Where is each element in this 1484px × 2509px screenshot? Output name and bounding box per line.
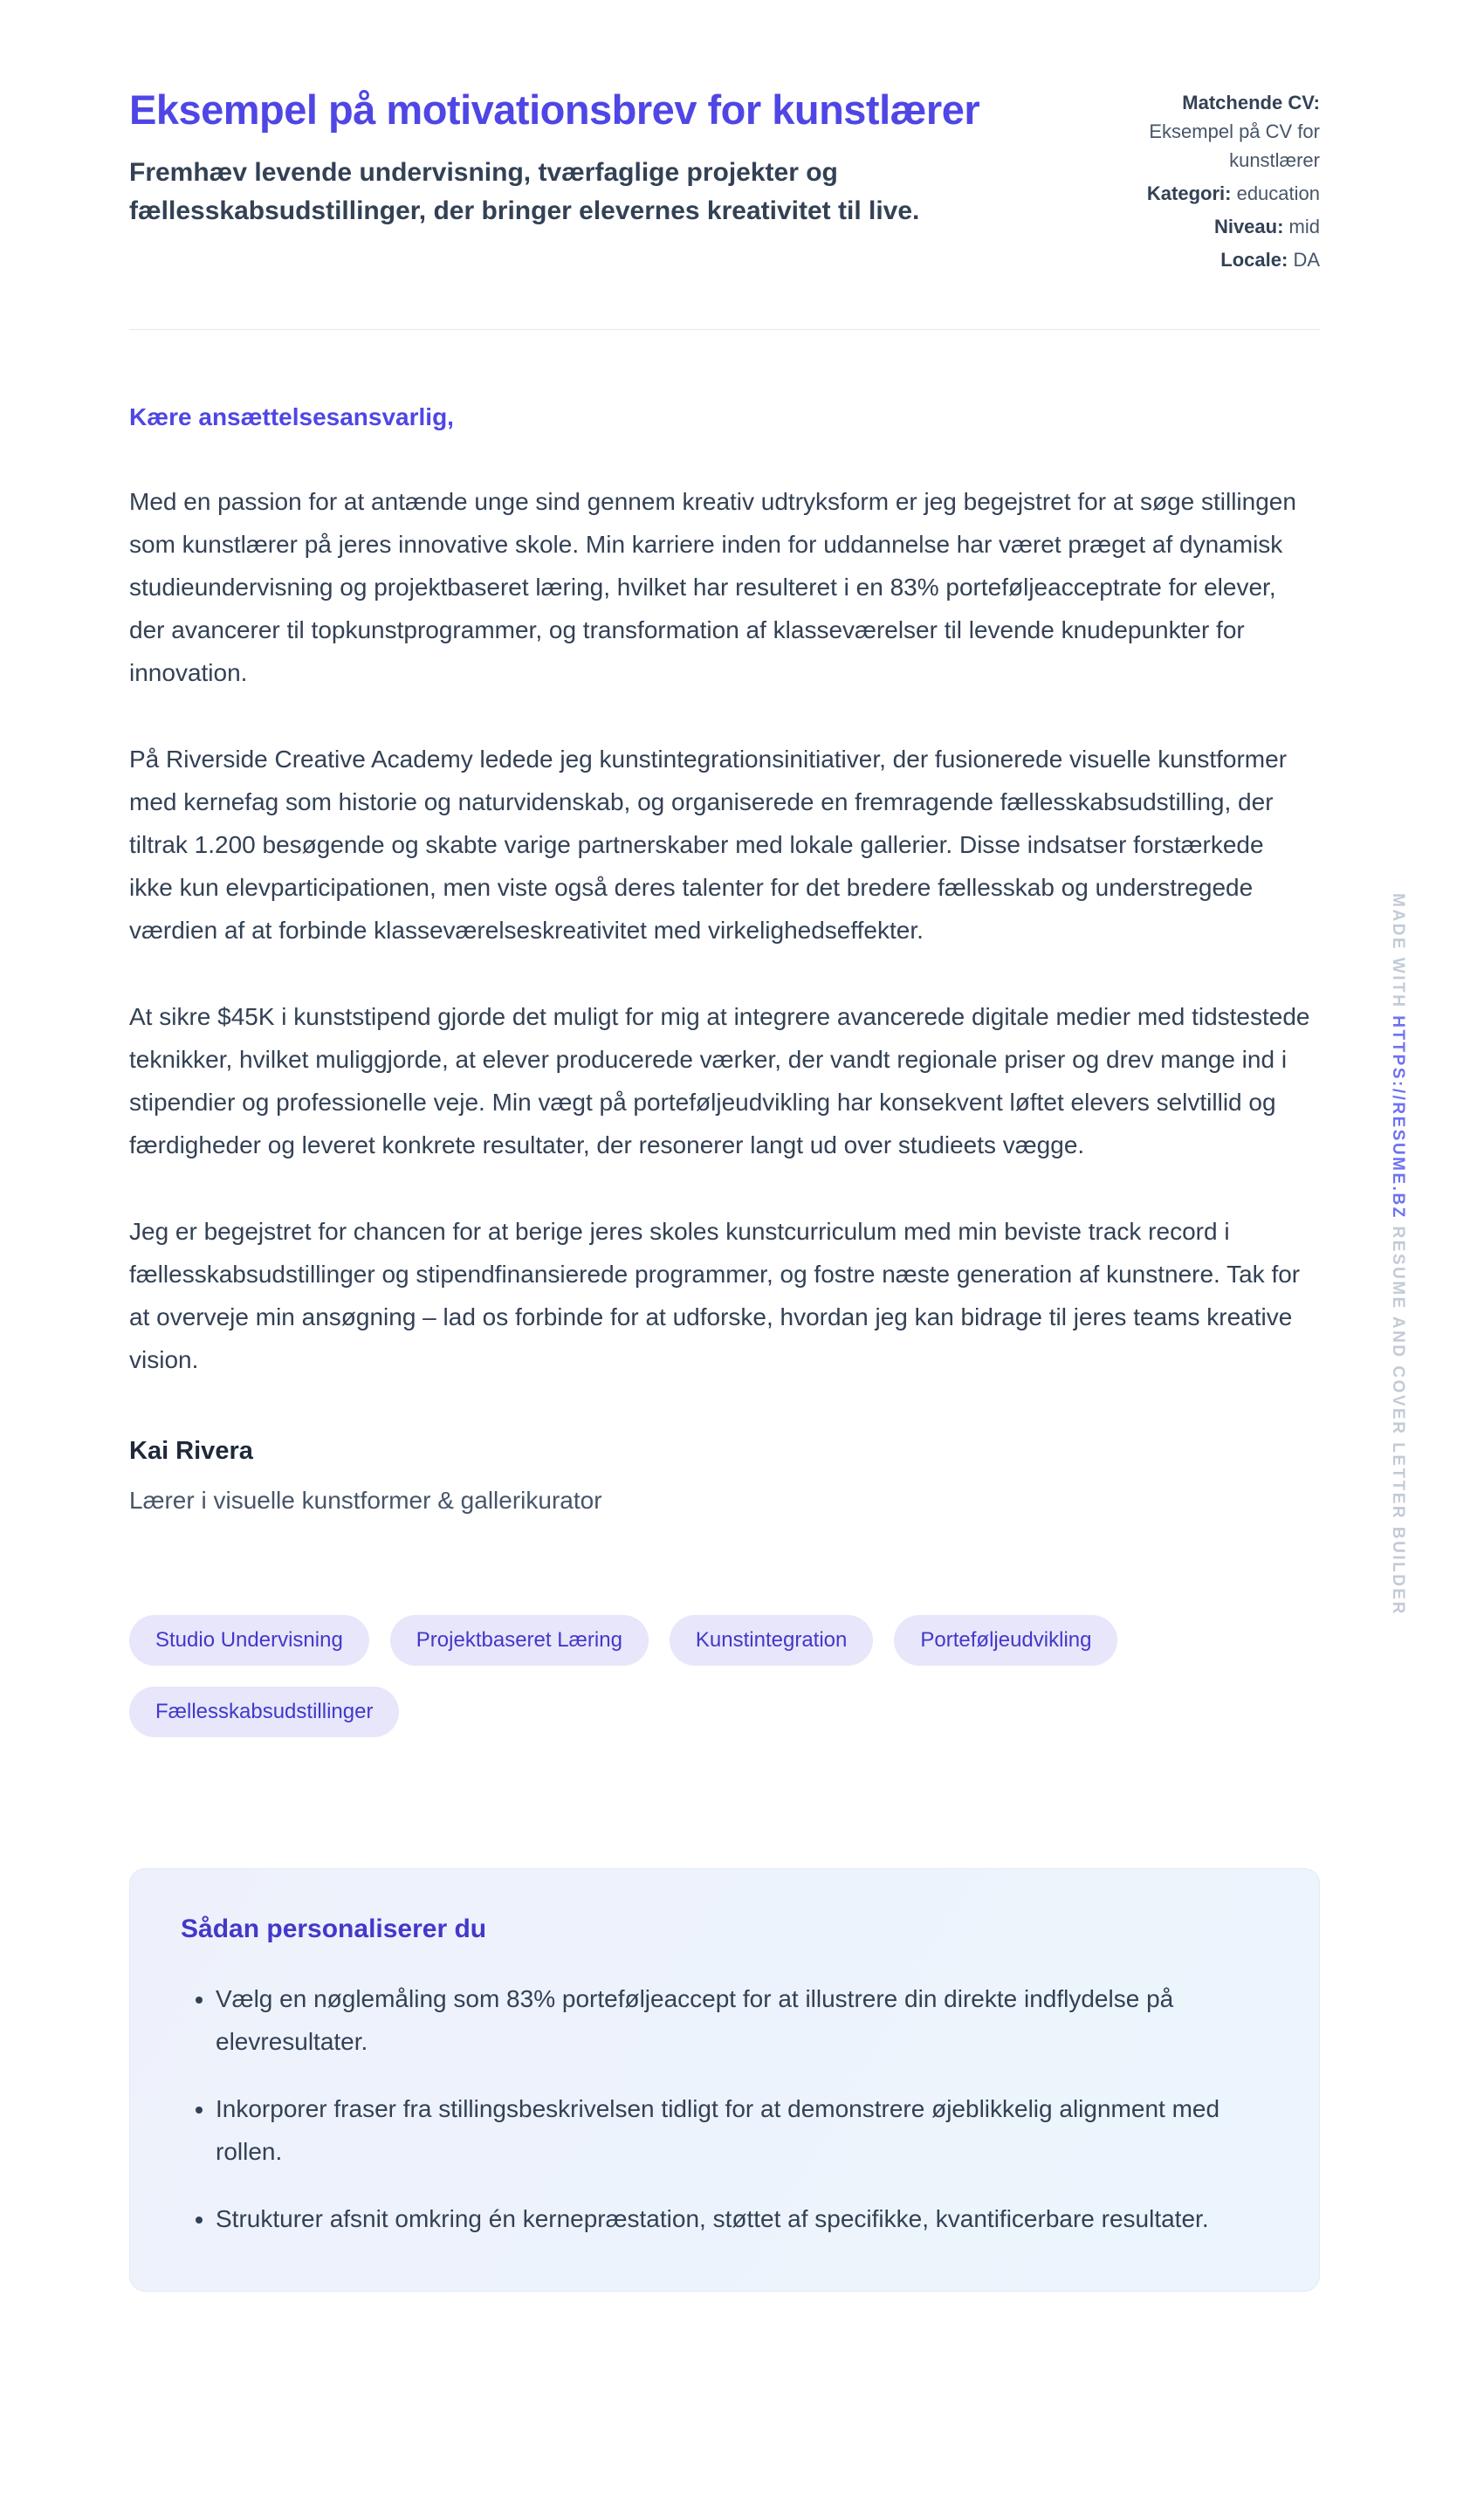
skill-tag: Kunstintegration <box>670 1615 873 1666</box>
meta-matching-cv <box>1110 88 1320 175</box>
skill-tag: Porteføljeudvikling <box>894 1615 1117 1666</box>
watermark-suffix: RESUME AND COVER LETTER BUILDER <box>1389 1219 1407 1616</box>
signature-name: Kai Rivera <box>129 1437 253 1465</box>
skill-tag: Studio Undervisning <box>129 1615 369 1666</box>
meta-locale <box>1110 245 1320 274</box>
tips-list <box>181 1977 1268 2240</box>
letter-paragraph: At sikre $45K i kunststipend gjorde det muligt for mig at integrere avancerede digitale medier med tidstestede teknikker, hvilket muliggjorde, at elever producerede værker, der vandt regionale priser og drev mange ind i stipendier og professionelle veje. Min vægt på porteføljeudvikling har konsekvent løftet elevers selvtillid og færdigheder og leveret konkrete resultater, der resonerer langt ud over studieets vægge. <box>129 1003 1310 1158</box>
meta-matching-cv-value: Eksempel på CV for kunstlærer <box>1149 120 1320 171</box>
meta-category-value: education <box>1236 182 1320 204</box>
skill-tag: Projektbaseret Læring <box>390 1615 649 1666</box>
letter-paragraphs <box>129 480 1312 1381</box>
header-divider <box>129 329 1320 330</box>
page-title: Eksempel på motivationsbrev for kunstlærer <box>129 86 980 133</box>
tip-item: • Vælg en nøglemåling som 83% porteføljeaccept for at illustrere din direkte indflydelse på elevresultater. <box>216 1977 1268 2063</box>
letter-paragraph: På Riverside Creative Academy ledede jeg kunstintegrationsinitiativer, der fusionerede visuelle kunstformer med kernefag som historie og naturvidenskab, og organiserede en fremragende fællesskabsudstilling, der tiltrak 1.200 besøgende og skabte varige partnerskaber med lokale gallerier. Disse indsatser forstærkede ikke kun elevparticipationen, men viste også deres talenter for det bredere fællesskab og understregede værdien af at forbinde klasseværelseskreativitet med virkelighedseffekter. <box>129 746 1288 944</box>
skill-tag: Fællesskabsudstillinger <box>129 1687 399 1737</box>
signature-role: Lærer i visuelle kunstformer & gallerikurator <box>129 1487 602 1514</box>
meta-panel <box>1110 83 1320 278</box>
tips-title: Sådan personaliserer du <box>181 1914 487 1943</box>
meta-level-value: mid <box>1288 216 1320 237</box>
watermark <box>1388 893 1407 1616</box>
header <box>129 83 1320 278</box>
page-subtitle: Fremhæv levende undervisning, tværfaglige projekter og fællesskabsudstillinger, der bringer elevernes kreativitet til live. <box>129 158 920 225</box>
letter-paragraph: Jeg er begejstret for chancen for at berige jeres skoles kunstcurriculum med min beviste track record i fællesskabsudstillinger og stipendfinansierede programmer, og fostre næste generation af kunstnere. Tak for at overveje min ansøgning – lad os forbinde for at udforske, hvordan jeg kan bidrage til jeres teams kreative vision. <box>129 1218 1301 1373</box>
meta-level-label: Niveau: <box>1213 216 1284 237</box>
letter-paragraph: Med en passion for at antænde unge sind gennem kreativ udtryksform er jeg begejstret for at søge stillingen som kunstlærer på jeres innovative skole. Min karriere inden for uddannelse har været præget af dynamisk studieundervisning og projektbaseret læring, hvilket har resulteret i en 83% porteføljeacceptrate for elever, der avancerer til topkunstprogrammer, og transformation af klasseværelser til levende knudepunkter for innovation. <box>129 488 1296 686</box>
skill-tags <box>129 1615 1264 1737</box>
cover-letter-body <box>129 403 1320 1515</box>
tip-item: • Strukturer afsnit omkring én kernepræstation, støttet af specifikke, kvantificerbare resultater. <box>216 2197 1268 2240</box>
watermark-link[interactable]: HTTPS://RESUME.BZ <box>1389 1015 1407 1220</box>
letter-greeting: Kære ansættelsesansvarlig, <box>129 403 454 430</box>
watermark-prefix: MADE WITH <box>1389 893 1407 1016</box>
header-title-block <box>129 83 1075 230</box>
meta-category <box>1110 179 1320 208</box>
meta-category-label: Kategori: <box>1146 182 1232 204</box>
meta-locale-label: Locale: <box>1220 249 1288 271</box>
personalization-tips-box <box>129 1868 1320 2292</box>
meta-level <box>1110 212 1320 241</box>
meta-matching-cv-label: Matchende CV: <box>1182 92 1320 113</box>
tip-item: • Inkorporer fraser fra stillingsbeskrivelsen tidligt for at demonstrere øjeblikkelig alignment med rollen. <box>216 2087 1268 2173</box>
meta-locale-value: DA <box>1293 249 1320 271</box>
